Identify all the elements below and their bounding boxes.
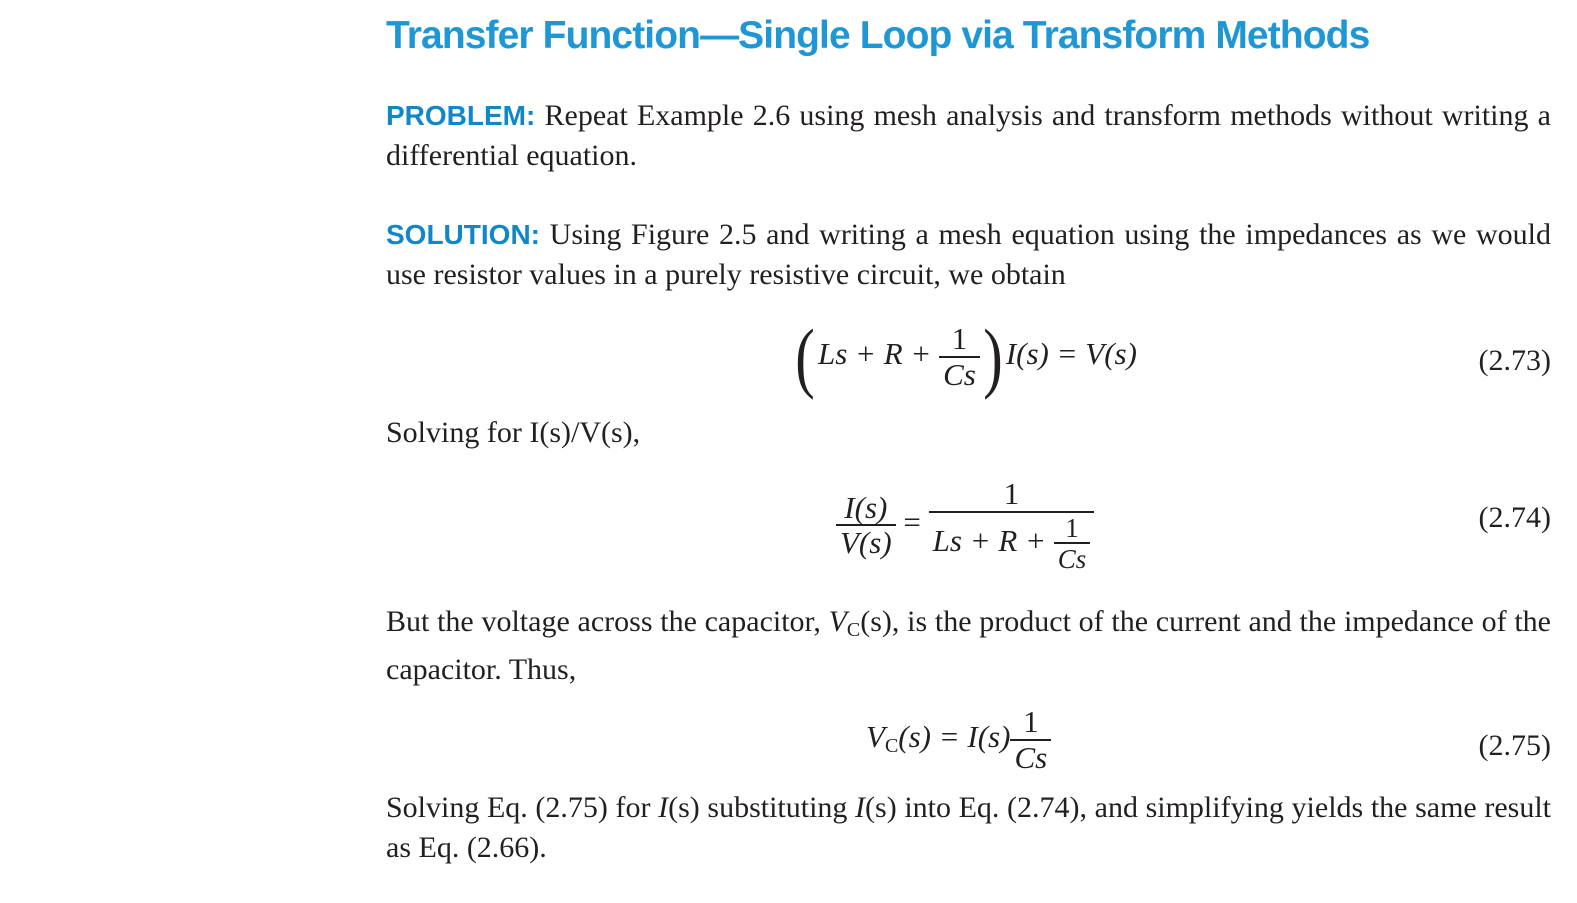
eq73-rhs: I(s) = V(s): [1005, 336, 1137, 372]
final-text3: (s) into Eq. (2.74), and simplifying yields the same result as Eq. (2.66).: [386, 791, 1552, 864]
equation-2-75: [866, 706, 1051, 774]
eq75-sub: C: [884, 735, 899, 758]
eq75-frac-num: 1: [1023, 704, 1039, 739]
eq74-rhs-den-text: Ls + R +: [932, 522, 1054, 558]
right-paren: ): [983, 313, 1003, 400]
eq74-rhs-fraction: [929, 478, 1095, 573]
eq75-rest: (s) = I(s): [898, 719, 1011, 755]
eq73-frac-num: 1: [951, 320, 968, 356]
capacitor-paragraph: [386, 602, 1551, 690]
para3-after: (s), is the product of the current and the impedance of the capacitor. Thus,: [386, 605, 1551, 686]
page-title: Transfer Function—Single Loop via Transform Methods: [386, 14, 1370, 57]
para3-v: V: [828, 605, 847, 638]
eq74-lhs-num: I(s): [844, 489, 888, 525]
eq75-fraction: [1010, 706, 1051, 774]
final-paragraph: [386, 788, 1551, 868]
eq74-lhs-fraction: [836, 489, 896, 561]
left-paren: (: [795, 313, 815, 400]
eq74-lhs-den: V(s): [836, 524, 896, 560]
para3-before: But the voltage across the capacitor,: [386, 605, 829, 638]
equation-number-2-73: (2.73): [1478, 344, 1551, 377]
eq74-inner-fraction: [1054, 514, 1091, 574]
equation-2-73: [792, 313, 1137, 400]
eq73-fraction: [939, 320, 980, 392]
final-i1: I: [658, 791, 669, 824]
solution-paragraph: [386, 215, 1551, 295]
final-i2: I: [855, 791, 866, 824]
final-text2: (s) substituting: [668, 791, 856, 824]
eq74-inner-num: 1: [1065, 512, 1079, 543]
solution-text: Using Figure 2.5 and writing a mesh equation using the impedances as we would use resistor values in a purely resistive circuit, we obtain: [386, 218, 1551, 291]
problem-text: Repeat Example 2.6 using mesh analysis and transform methods without writing a differential equation.: [386, 99, 1551, 172]
eq73-lhs: Ls + R +: [817, 336, 940, 372]
equation-number-2-74: (2.74): [1478, 501, 1551, 534]
eq74-inner-den: Cs: [1054, 542, 1091, 573]
equation-number-2-75: (2.75): [1478, 729, 1551, 762]
equation-2-74: [836, 478, 1094, 573]
eq74-rhs-num: 1: [1003, 476, 1020, 511]
eq75-v: V: [866, 719, 885, 755]
eq73-frac-den: Cs: [939, 356, 980, 392]
solving-line: Solving for I(s)/V(s),: [386, 416, 641, 449]
final-text1: Solving Eq. (2.75) for: [386, 791, 659, 824]
para3-sub: C: [846, 619, 861, 641]
eq75-frac-den: Cs: [1010, 739, 1051, 775]
problem-paragraph: [386, 96, 1551, 176]
eq74-equals: =: [903, 504, 921, 540]
eq74-rhs-den: [929, 511, 1095, 574]
solution-label: SOLUTION:: [386, 219, 540, 250]
problem-label: PROBLEM:: [386, 100, 536, 131]
